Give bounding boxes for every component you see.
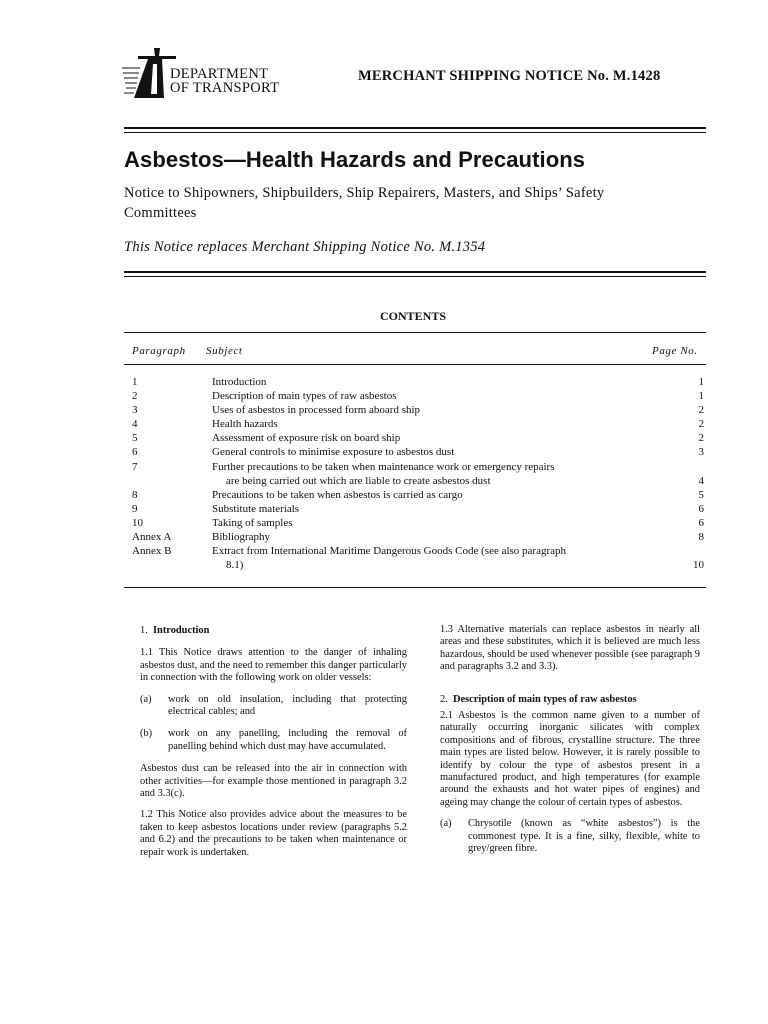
contents-heading: CONTENTS [379, 309, 447, 323]
contents-col-subject: Subject [206, 345, 243, 357]
contents-col-paragraph: Paragraph [132, 345, 186, 357]
toc-subject-line-1: Further precautions to be taken when maintenance work or emergency repairs [212, 460, 555, 473]
table-row [124, 460, 710, 488]
toc-subject: Taking of samples [212, 516, 293, 529]
list-item-text: work on any panelling, including the removal of panelling behind which dust may have accumulated. [168, 728, 407, 752]
toc-paragraph: 5 [132, 432, 138, 445]
paragraph-2-1: 2.1 Asbestos is the common name given to a number of naturally occurring inorganic silicates with complex compositions and of fibrous, crystalline structure. The three main types are listed below. However, it is rarely possible to identify by colour the type of asbestos present in a manufactured product, and high temperatures (for example around the exhausts and hot water pipes of engines) and ageing may change the colour of certain types of asbestos. [440, 710, 700, 808]
table-row [124, 445, 710, 459]
toc-subject: Substitute materials [212, 502, 300, 515]
toc-paragraph: 10 [132, 516, 143, 529]
list-item-text: Chrysotile (known as “white asbestos”) is the commonest type. It is a fine, silky, flexible, white to grey/green fibre. [468, 818, 700, 855]
section-2-number: 2. [440, 693, 448, 705]
toc-subject: Description of main types of raw asbestos [212, 390, 397, 403]
toc-page: 6 [698, 502, 704, 515]
contents-col-page: Page No. [652, 345, 698, 357]
list-item [140, 694, 407, 719]
section-1-title: Introduction [153, 625, 210, 636]
toc-page: 1 [698, 390, 704, 403]
list-item-text: work on old insulation, including that protecting electrical cables; and [168, 693, 407, 718]
toc-page: 10 [693, 559, 704, 572]
paragraph-dust: Asbestos dust can be released into the air in connection with other activities—for example those mentioned in paragraph 3.2 and 3.3(c). [140, 763, 407, 800]
table-row [124, 431, 710, 445]
department-line-1: DEPARTMENT [170, 66, 269, 82]
table-row [124, 544, 710, 572]
contents-table [124, 375, 710, 572]
toc-page: 5 [698, 488, 704, 501]
replaces-notice: This Notice replaces Merchant Shipping Notice No. M.1354 [124, 239, 486, 255]
toc-paragraph: 4 [132, 418, 138, 431]
toc-page: 8 [698, 531, 704, 544]
table-row [124, 375, 710, 389]
table-row [124, 530, 710, 544]
toc-paragraph: 7 [132, 460, 138, 473]
page-title: Asbestos—Health Hazards and Precautions [124, 147, 586, 172]
list-item-label: (a) [140, 693, 152, 705]
subtitle-line-2: Committees [124, 205, 197, 221]
toc-paragraph: 6 [132, 446, 138, 459]
toc-paragraph: Annex B [132, 545, 172, 558]
toc-subject: Precautions to be taken when asbestos is carried as cargo [212, 488, 463, 501]
table-row [124, 488, 710, 502]
toc-subject: Health hazards [212, 418, 278, 431]
section-1-number: 1. [140, 625, 148, 636]
toc-page: 3 [698, 446, 704, 459]
toc-subject: Introduction [212, 376, 267, 388]
toc-subject-line-1: Extract from International Maritime Dangerous Goods Code (see also paragraph [212, 545, 567, 558]
table-row [124, 502, 710, 516]
mid-rule-1 [124, 271, 706, 273]
toc-paragraph: 1 [132, 376, 138, 388]
subtitle [124, 183, 724, 223]
paragraph-1-2: 1.2 This Notice also provides advice about the measures to be taken to keep asbestos locations under review (paragraphs 5.2 and 6.2) and the precautions to be taken when maintenance or repair work is undertaken. [140, 809, 407, 858]
section-1-heading [140, 625, 407, 637]
table-row [124, 389, 710, 403]
notice-number: MERCHANT SHIPPING NOTICE No. M.1428 [358, 68, 661, 84]
toc-subject: Uses of asbestos in processed form aboard ship [212, 404, 421, 417]
list-item [440, 818, 700, 855]
toc-subject-line-2: 8.1) [226, 559, 244, 572]
toc-subject-line-2: are being carried out which are liable to create asbestos dust [226, 474, 491, 487]
toc-page: 2 [698, 404, 704, 417]
toc-subject: Bibliography [212, 531, 271, 544]
section-2-heading [440, 694, 700, 706]
toc-subject: General controls to minimise exposure to asbestos dust [212, 446, 455, 459]
top-rule-2 [124, 132, 706, 133]
toc-paragraph: 3 [132, 404, 138, 417]
contents-top-rule [124, 332, 706, 333]
mid-rule-2 [124, 276, 706, 277]
toc-page: 2 [698, 432, 704, 445]
department-line-2: OF TRANSPORT [170, 80, 280, 96]
right-column [440, 624, 700, 866]
paragraph-1-1: 1.1 This Notice draws attention to the danger of inhaling asbestos dust, and the need to remember this danger particularly in connection with the following work on older vessels: [140, 647, 407, 684]
contents-bottom-rule [124, 587, 706, 588]
toc-subject [212, 460, 664, 488]
toc-paragraph: 8 [132, 488, 138, 501]
table-row [124, 403, 710, 417]
subtitle-line-1: Notice to Shipowners, Shipbuilders, Ship Repairers, Masters, and Ships’ Safety [124, 185, 605, 201]
toc-paragraph: 9 [132, 502, 138, 515]
toc-subject: Assessment of exposure risk on board ship [212, 432, 401, 445]
list-item [140, 728, 407, 753]
list-item-label: (b) [140, 728, 153, 740]
table-row [124, 516, 710, 530]
toc-page: 6 [698, 516, 704, 529]
toc-paragraph: Annex A [132, 531, 172, 544]
department-name [170, 67, 279, 95]
paragraph-1-3: 1.3 Alternative materials can replace asbestos in nearly all areas and these substitutes, which it is believed are much less hazardous, should be used whenever possible (see paragraph 9 and paragraphs 3.2 and 3.3). [440, 624, 700, 673]
toc-paragraph: 2 [132, 390, 138, 403]
table-row [124, 417, 710, 431]
top-rule-1 [124, 127, 706, 129]
toc-page: 1 [698, 376, 704, 388]
toc-subject [212, 544, 664, 572]
contents-header-rule [124, 364, 706, 365]
toc-page: 4 [698, 474, 704, 487]
left-column [140, 625, 407, 868]
section-2-title: Description of main types of raw asbestos [453, 693, 637, 705]
list-item-label: (a) [440, 818, 452, 830]
toc-page: 2 [698, 418, 704, 431]
